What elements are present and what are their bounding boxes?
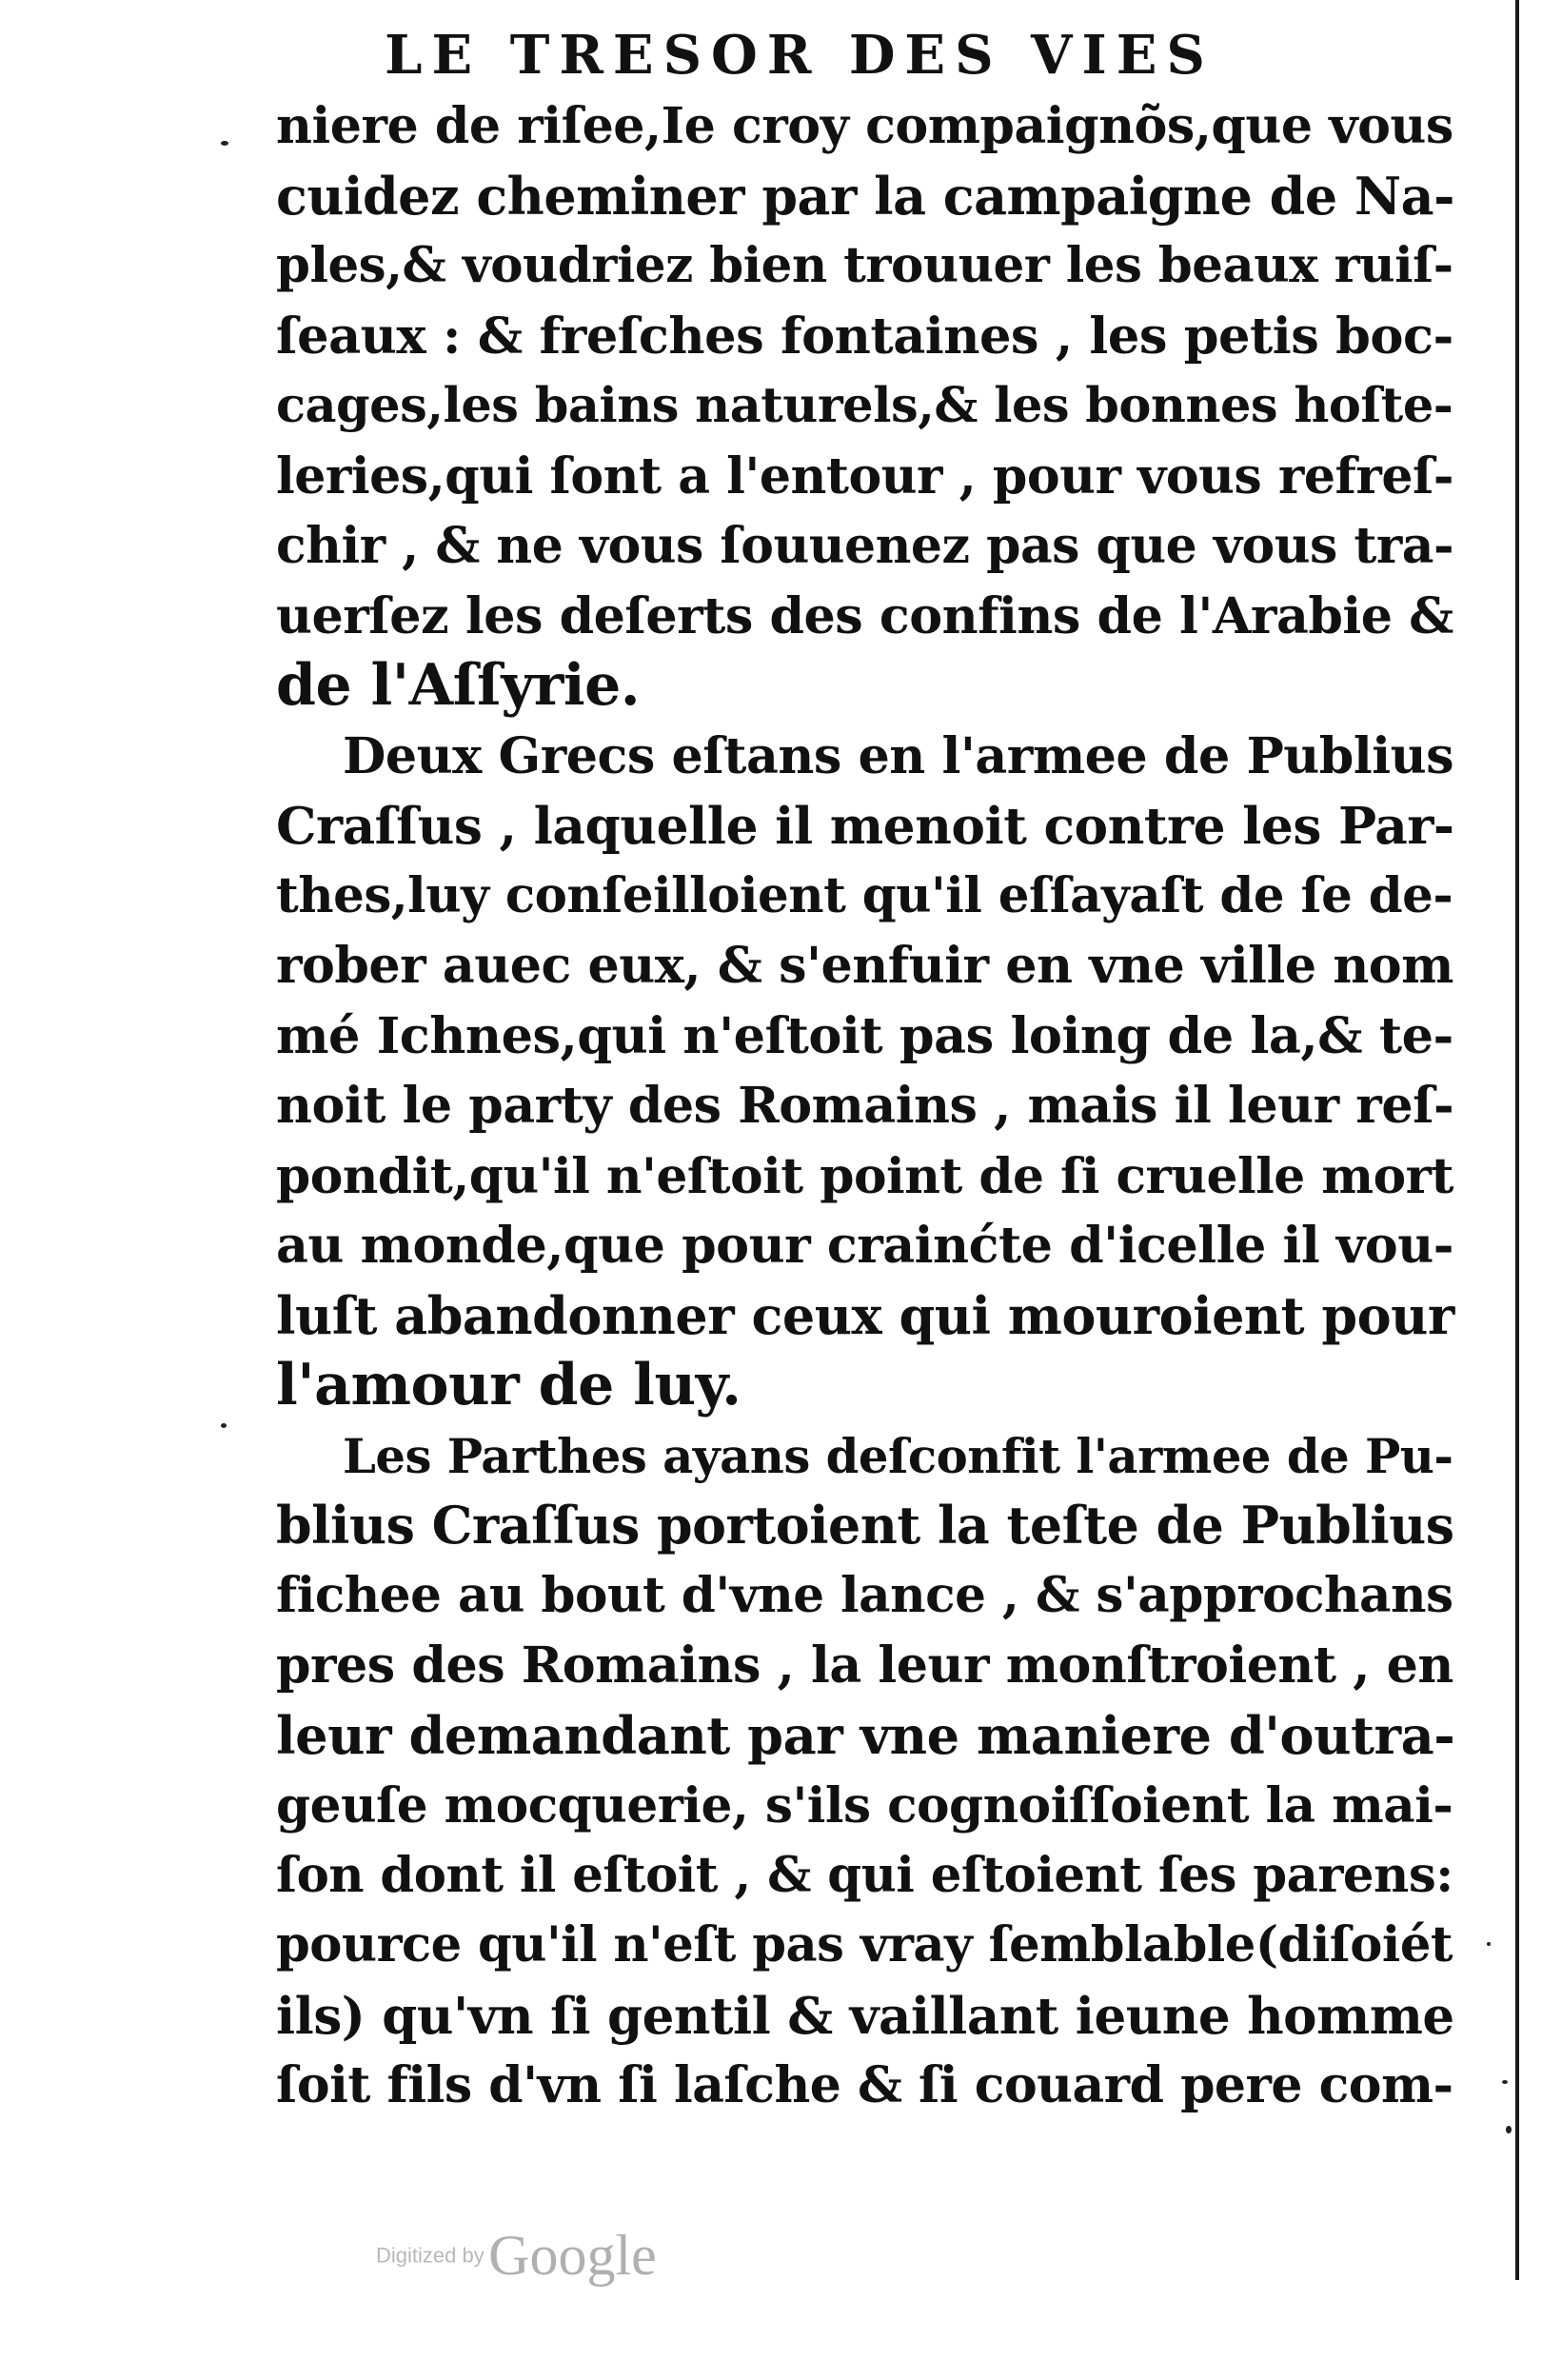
text-line: de l'Aſſyrie. [276, 652, 641, 719]
text-line: mé Ichnes,qui n'eſtoit pas loing de la,& te- [276, 1006, 1453, 1065]
text-line: cages,les bains naturels,& les bonnes hoſte- [276, 377, 1453, 434]
text-line: ples,& voudriez bien trouuer les beaux ruiſ- [276, 237, 1453, 294]
text-line: pres des Romains , la leur monſtroient , en [276, 1636, 1453, 1695]
text-line: leries,qui ſont a l'entour , pour vous refreſ- [276, 446, 1454, 506]
digitization-watermark [376, 2223, 657, 2289]
text-line: niere de riſee,Ie croy compaignõs,que vous [276, 97, 1453, 155]
text-line: ſon dont il eſtoit , & qui eſtoient ſes parens: [276, 1846, 1453, 1904]
text-line: leur demandant par vne maniere d'outra- [276, 1704, 1455, 1766]
text-line: fichee au bout d'vne lance , & s'approchans [276, 1566, 1453, 1624]
text-line: uerſez les deſerts des confins de l'Arabie & [276, 586, 1453, 645]
margin-speck [221, 1423, 227, 1428]
text-line: blius Craſſus portoient la teſte de Publius [276, 1495, 1454, 1556]
text-line: geuſe mocquerie, s'ils cognoiſſoient la mai- [276, 1776, 1453, 1835]
text-line: ils) qu'vn ſi gentil & vaillant ieune homme [276, 1985, 1454, 2046]
text-line: Deux Grecs eſtans en l'armee de Publius [343, 726, 1454, 785]
margin-speck [1502, 2080, 1508, 2084]
text-line: Craſſus , laquelle il menoit contre les Par- [276, 796, 1454, 856]
text-line: cuidez cheminer par la campaigne de Na- [276, 165, 1454, 227]
text-line: ſeaux : & freſches fontaines , les petis boc- [276, 307, 1453, 366]
text-line: au monde,que pour crainćte d'icelle il vou- [276, 1217, 1453, 1275]
text-line: luſt abandonner ceux qui mouroient pour [276, 1284, 1454, 1346]
google-logo: Google [488, 2224, 657, 2287]
text-line: pondit,qu'il n'eſtoit point de ſi cruelle mort [276, 1146, 1453, 1205]
body-text [276, 91, 1456, 2121]
text-line: Les Parthes ayans deſconfit l'armee de Pu- [343, 1427, 1453, 1484]
margin-speck [221, 141, 228, 146]
page-edge-rule [1515, 0, 1519, 2280]
running-head: LE TRESOR DES VIES [385, 24, 1215, 87]
watermark-prefix: Digitized by [376, 2243, 484, 2268]
text-line: thes,luy conſeilloient qu'il eſſayaſt de ſe de- [276, 866, 1453, 924]
text-line: rober auec eux, & s'enfuir en vne ville nom [276, 937, 1453, 995]
text-line: noit le party des Romains , mais il leur reſ- [276, 1077, 1454, 1135]
text-line: pource qu'il n'eſt pas vray ſemblable(diſoiét [276, 1916, 1453, 1973]
text-line: chir , & ne vous ſouuenez pas que vous tra- [276, 517, 1454, 575]
margin-speck [1506, 2126, 1512, 2133]
margin-speck [1487, 1942, 1491, 1946]
text-line: l'amour de luy. [276, 1352, 741, 1418]
text-line: ſoit fils d'vn ſi laſche & ſi couard pere com- [276, 2056, 1453, 2114]
